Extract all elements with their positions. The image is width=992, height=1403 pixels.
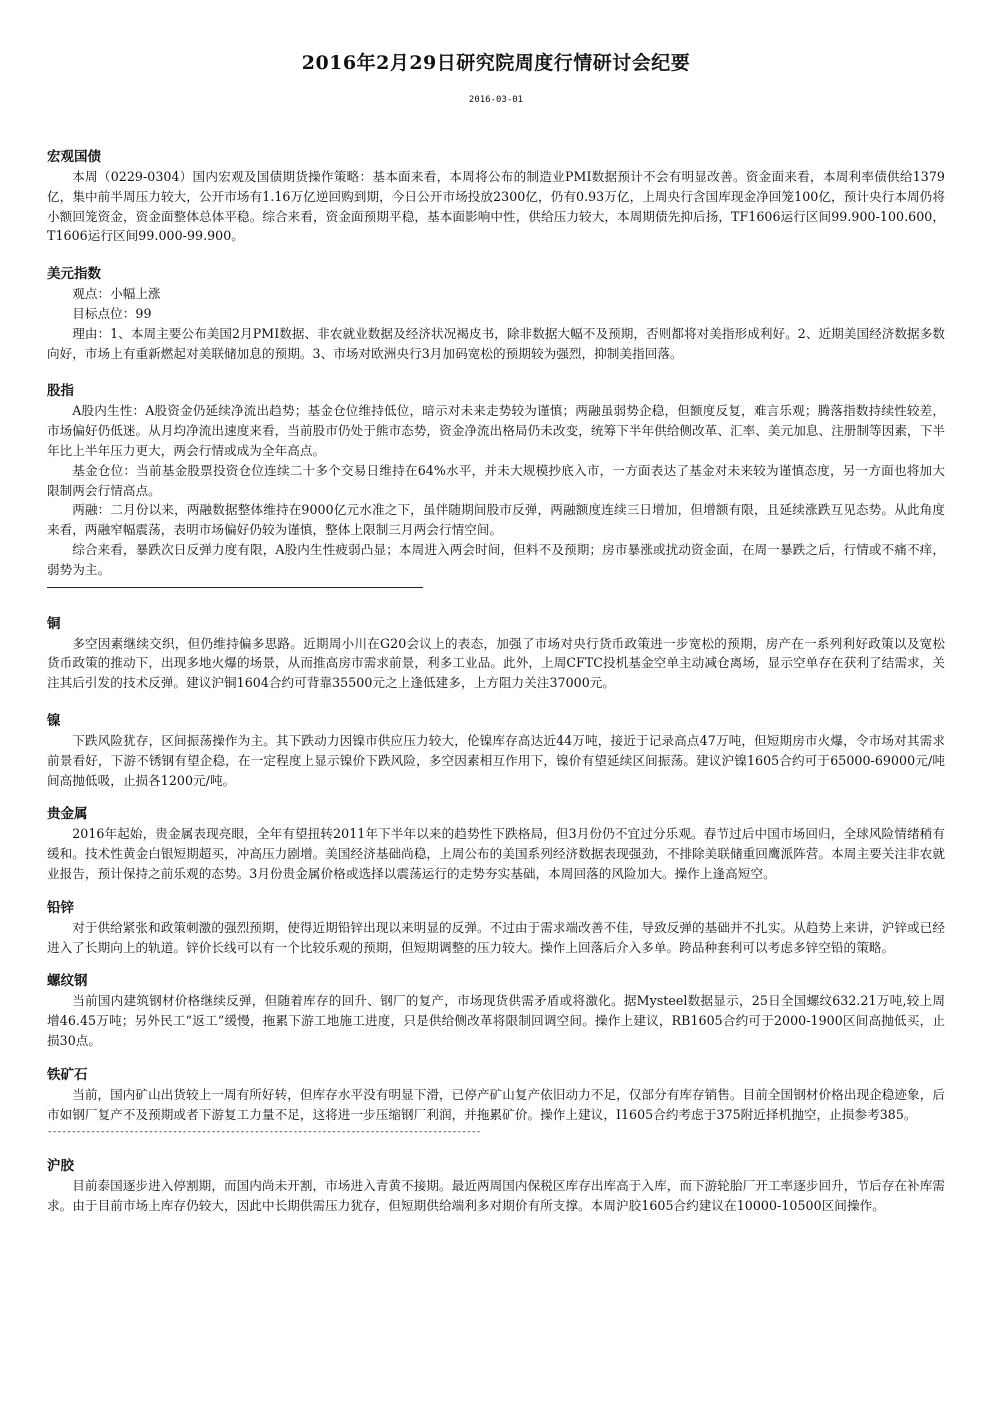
- paragraph: 目标点位：99: [72, 305, 152, 321]
- section-nickel: [47, 711, 945, 790]
- paragraph: 下跌风险犹存，区间振荡操作为主。其下跌动力因镍市供应压力较大，伦镍库存高达近44万吨，接近于记录高点47万吨，但短期房市火爆，令市场对其需求前景看好，下游不锈钢有望企稳，在一定程度上显示镍价下跌风险，多空因素相互作用下，镍价有望延续区间振荡。建议沪镍1605合约可于65000-69000元/吨间高抛低吸，止损各1200元/吨。: [47, 732, 945, 788]
- section-rubber: [47, 1156, 945, 1216]
- section-heading: 铜: [47, 615, 61, 632]
- paragraph: 理由：1、本周主要公布美国2月PMI数据、非农就业数据及经济状况褐皮书，除非数据大幅不及预期，否则都将对美指形成利好。2、近期美国经济数据多数向好，市场上有重新燃起对美联储加息的预期。3、市场对欧洲央行3月加码宽松的预期较为强烈，抑制美指回落。: [47, 325, 945, 361]
- paragraph: 本周（0229-0304）国内宏观及国债期货操作策略：基本面来看，本周将公布的制造业PMI数据预计不会有明显改善。资金面来看，本周利率债供给1379亿，集中前半周压力较大，公开市场有1.16万亿逆回购到期，今日公开市场投放2300亿，仍有0.93万亿，上周央行含国库现金净回笼100亿，预计央行本周仍将小额回笼资金，资金面整体总体平稳。综合来看，资金面预期平稳，基本面影响中性，供给压力较大，本周期债先抑后扬，TF1606运行区间99.900-100.600，T1606运行区间99.000-99.900。: [47, 169, 945, 244]
- paragraph: A股内生性：A股资金仍延续净流出趋势；基金仓位维持低位，暗示对未来走势较为谨慎；两融虽弱势企稳，但额度反复，难言乐观；腾落指数持续性较差，市场偏好仍低迷。从月均净流出速度来看，当前股市仍处于熊市态势，资金净流出格局仍未改变，统筹下半年供给侧改革、汇率、美元加息、注册制等因素，下半年比上半年压力更大，两会行情或成为全年高点。: [47, 403, 945, 458]
- section-equity: [47, 381, 945, 587]
- section-heading: 镍: [47, 712, 61, 729]
- section-rebar: [47, 971, 945, 1050]
- paragraph: 对于供给紧张和政策刺激的强烈预期，使得近期铅锌出现以来明显的反弹。不过由于需求端改善不佳，导致反弹的基础并不扎实。从趋势上来讲，沪锌或已经进入了长期向上的轨道。锌价长线可以有一个比较乐观的预期，但短期调整的压力较大。操作上回落后介入多单。跨品种套利可以考虑多锌空铅的策略。: [47, 919, 945, 955]
- section-lead-zinc: [47, 898, 945, 958]
- document-title: 2016年2月29日研究院周度行情研讨会纪要: [301, 52, 691, 74]
- section-iron-ore: [47, 1065, 945, 1139]
- document-date: 2016-03-01: [468, 95, 524, 105]
- section-macro: [47, 147, 945, 246]
- paragraph: 多空因素继续交织，但仍维持偏多思路。近期周小川在G20会议上的表态，加强了市场对央行货币政策进一步宽松的预期，房产在一系列利好政策以及宽松货币政策的推动下，出现多地火爆的场景，从而推高房市需求前景，利多工业品。此外，上周CFTC投机基金空单主动减仓离场，显示空单存在获利了结需求，关注其后引发的技术反弹。建议沪铜1604合约可背靠35500元之上逢低建多，上方阻力关注37000元。: [47, 635, 945, 691]
- section-heading: 股指: [47, 383, 74, 400]
- section-heading: 螺纹钢: [47, 973, 88, 990]
- paragraph: 当前，国内矿山出货较上一周有所好转，但库存水平没有明显下滑，已停产矿山复产依旧动力不足，仅部分有库存销售。目前全国钢材价格出现企稳迹象，后市如钢厂复产不及预期或者下游复工力量不足，这将进一步压缩钢厂利润，并拖累矿价。操作上建议，I1605合约考虑于375附近择机抛空，止损参考385。: [47, 1086, 945, 1122]
- paragraph: 观点：小幅上涨: [72, 286, 161, 302]
- section-heading: 铁矿石: [47, 1066, 88, 1083]
- section-heading: 贵金属: [47, 806, 88, 823]
- section-heading: 沪胶: [47, 1158, 74, 1175]
- document-body: [47, 147, 945, 1216]
- section-heading: 宏观国债: [47, 149, 101, 165]
- paragraph: 两融：二月份以来，两融数据整体维持在9000亿元水准之下，虽伴随期间股市反弹，两融额度连续三日增加，但增额有限，且延续涨跌互见态势。从此角度来看，两融窄幅震荡，表明市场偏好仍较为谨慎，整体上限制三月两会行情空间。: [47, 502, 945, 538]
- paragraph: 目前泰国逐步进入停割期，而国内尚未开割，市场进入青黄不接期。最近两周国内保税区库存出库高于入库，而下游轮胎厂开工率逐步回升，节后存在补库需求。由于目前市场上库存仍较大，因此中长期供需压力犹存，但短期供给端利多对期价有所支撑。本周沪胶1605合约建议在10000-10500区间操作。: [47, 1178, 945, 1214]
- section-usd: [47, 264, 945, 363]
- section-heading: 美元指数: [47, 266, 101, 283]
- section-heading: 铅锌: [47, 899, 74, 916]
- section-precious-metals: [47, 804, 945, 883]
- divider-dashed: ------------------------------------------------------------------------------------------: [47, 1127, 481, 1138]
- paragraph: 2016年起始，贵金属表现亮眼，全年有望扭转2011年下半年以来的趋势性下跌格局，但3月份仍不宜过分乐观。春节过后中国市场回归，全球风险情绪稍有缓和。技术性黄金白银短期超买，冲高压力剧增。美国经济基础尚稳，上周公布的美国系列经济数据表现强劲，不排除美联储重回鹰派阵营。本周主要关注非农就业报告，预计保持之前乐观的态势。3月份贵金属价格或选择以震荡运行的走势夯实基础，本周回落的风险加大。操作上逢高短空。: [47, 826, 945, 881]
- paragraph: 基金仓位：当前基金股票投资仓位连续二十多个交易日维持在64%水平，并未大规模抄底入市，一方面表达了基金对未来较为谨慎态度，另一方面也将加大限制两会行情高点。: [47, 462, 945, 498]
- section-copper: [47, 614, 945, 693]
- paragraph: 当前国内建筑钢材价格继续反弹，但随着库存的回升、钢厂的复产，市场现货供需矛盾或将激化。据Mysteel数据显示，25日全国螺纹632.21万吨,较上周增46.45万吨；另外民工“返工”缓慢，拖累下游工地施工进度，只是供给侧改革将限制回调空间。操作上建议，RB1605合约可于2000-1900区间高抛低买，止损30点。: [47, 993, 945, 1048]
- paragraph: 综合来看，暴跌次日反弹力度有限，A股内生性疲弱凸显；本周进入两会时间，但料不及预期；房市暴涨或扰动资金面，在周一暴跌之后，行情或不痛不痒，弱势为主。: [47, 541, 945, 577]
